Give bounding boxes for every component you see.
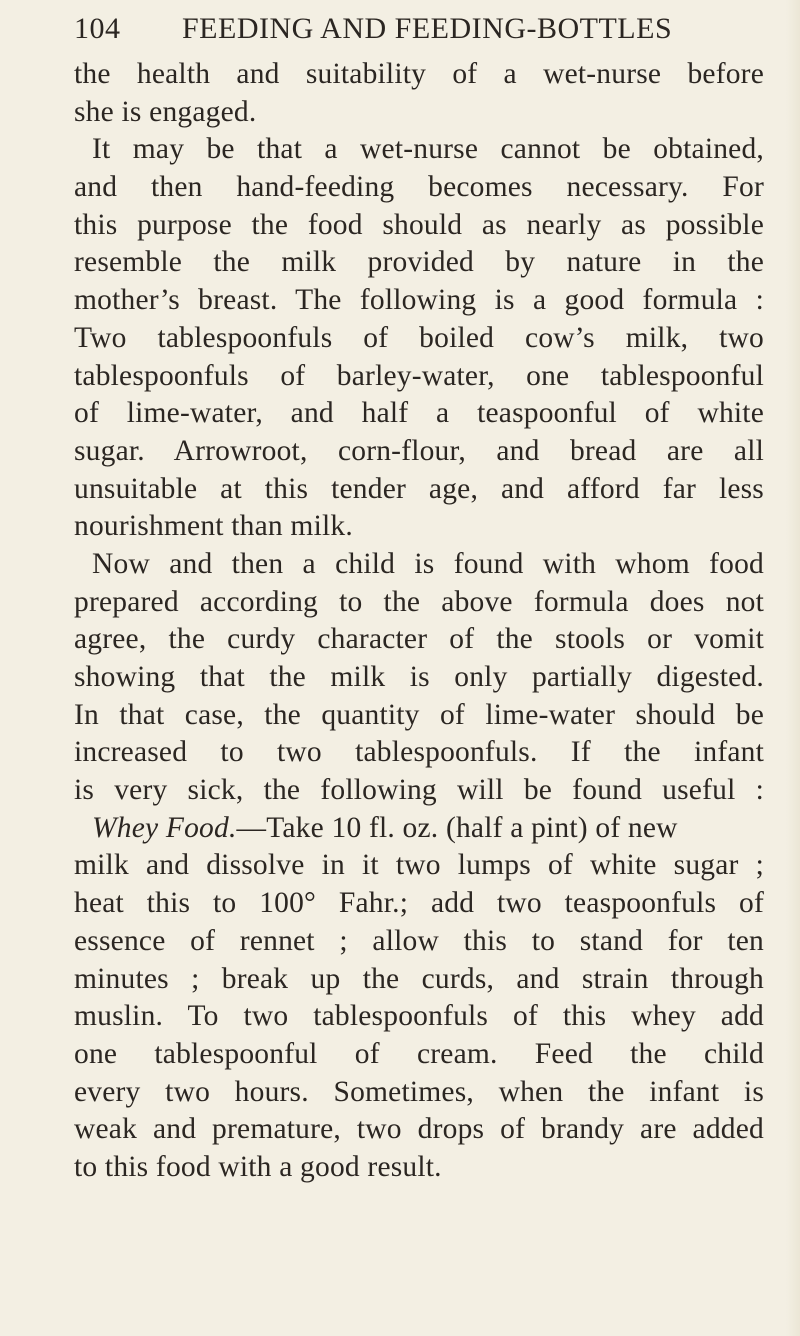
running-head [74, 12, 734, 52]
text-line: one tablespoonful of cream. Feed the child [74, 1037, 764, 1070]
text-line: minutes ; break up the curds, and strain through [74, 962, 764, 995]
text-line: sugar. Arrowroot, corn-flour, and bread are all [74, 434, 764, 467]
page-edge-shadow [786, 0, 800, 1336]
text-line: showing that the milk is only partially digested. [74, 661, 764, 693]
text-line: mother’s breast. The following is a good formula : [74, 284, 764, 317]
text-line: agree, the curdy character of the stools or vomit [74, 623, 764, 656]
recipe-text: —Take 10 fl. oz. (half a pint) of new [236, 811, 678, 844]
text-line: unsuitable at this tender age, and afford far less [74, 472, 764, 505]
text-line: she is engaged. [74, 95, 257, 128]
text-line: weak and premature, two drops of brandy are added [74, 1113, 764, 1146]
text-line: nourishment than milk. [74, 510, 353, 543]
body-text [74, 56, 764, 1187]
text-line: to this food with a good result. [74, 1150, 442, 1183]
paragraph-start-line: It may be that a wet-nurse cannot be obtained, [92, 133, 764, 166]
text-line: this purpose the food should as nearly as possible [74, 208, 764, 241]
text-line: muslin. To two tablespoonfuls of this whey add [74, 1000, 764, 1033]
recipe-title: Whey Food. [92, 811, 237, 844]
text-line: increased to two tablespoonfuls. If the infant [74, 736, 764, 769]
text-line: every two hours. Sometimes, when the infant is [74, 1075, 764, 1108]
text-line: the health and suitability of a wet-nurse before [74, 58, 764, 90]
text-line: tablespoonfuls of barley-water, one tablespoonful [74, 359, 764, 392]
text-line: essence of rennet ; allow this to stand for ten [74, 924, 764, 957]
text-line: is very sick, the following will be found useful : [74, 774, 764, 807]
text-line: In that case, the quantity of lime-water should be [74, 698, 764, 731]
text-line: milk and dissolve in it two lumps of white sugar ; [74, 849, 764, 882]
running-title: FEEDING AND FEEDING-BOTTLES [182, 12, 673, 45]
text-line: resemble the milk provided by nature in the [74, 246, 764, 279]
text-line: and then hand-feeding becomes necessary. For [74, 171, 764, 204]
text-line: prepared according to the above formula does not [74, 585, 764, 618]
text-line: Two tablespoonfuls of boiled cow’s milk, two [74, 321, 764, 354]
text-line: heat this to 100° Fahr.; add two teaspoonfuls of [74, 887, 764, 920]
paragraph-start-line: Now and then a child is found with whom food [92, 547, 764, 580]
text-line: of lime-water, and half a teaspoonful of white [74, 397, 764, 430]
page-number: 104 [74, 12, 121, 45]
recipe-line [74, 810, 764, 848]
